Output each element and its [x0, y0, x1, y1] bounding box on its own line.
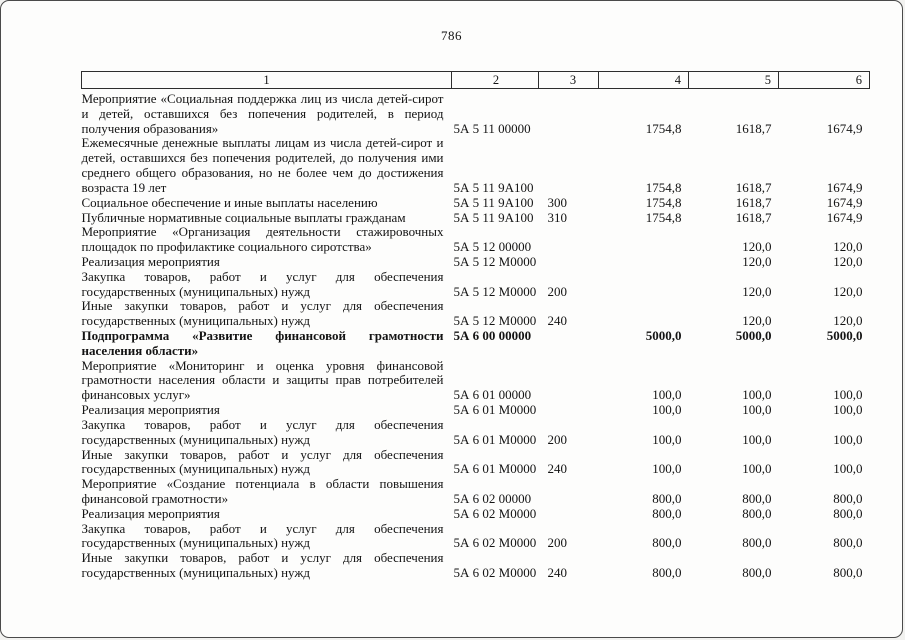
target-article-code: 5А 5 12 М0000 — [453, 283, 537, 299]
amount-col6: 1674,9 — [826, 209, 863, 225]
table-row — [82, 522, 870, 552]
row-title: Мероприятие «Создание потенциала в области повышения финансовой грамотности» — [81, 476, 444, 506]
expense-type-code: 200 — [547, 283, 567, 299]
amount-col6: 100,0 — [833, 431, 863, 447]
table-row — [82, 329, 870, 359]
amount-col5: 1618,7 — [735, 209, 772, 225]
budget-table — [81, 71, 870, 581]
amount-col4: 1754,8 — [645, 120, 682, 136]
amount-col6: 800,0 — [833, 565, 863, 580]
table-header — [82, 72, 870, 89]
amount-col6: 120,0 — [833, 283, 863, 299]
row-title: Мероприятие «Мониторинг и оценка уровня финансовой грамотности населения области и защиты прав потребителей финансовых услуг» — [81, 357, 444, 403]
expense-type-code — [539, 359, 599, 403]
expense-type-code: 310 — [547, 209, 567, 225]
amount-col6: 120,0 — [833, 239, 863, 255]
row-title: Иные закупки товаров, работ и услуг для обеспечения государственных (муниципальных) нужд — [81, 550, 444, 580]
amount-col5: 1618,7 — [735, 179, 772, 195]
row-title: Мероприятие «Организация деятельности стажировочных площадок по профилактике социального сиротства» — [81, 224, 444, 255]
amount-col4: 100,0 — [652, 387, 682, 403]
column-header-5: 5 — [689, 72, 779, 89]
table-row — [82, 225, 870, 255]
amount-col6: 1674,9 — [826, 120, 863, 136]
row-title: Реализация мероприятия — [81, 402, 220, 418]
table-row — [82, 136, 870, 195]
amount-col5: 100,0 — [742, 387, 772, 403]
amount-col4 — [599, 225, 689, 255]
expense-type-code — [539, 403, 599, 418]
expense-type-code — [539, 225, 599, 255]
column-header-1: 1 — [82, 72, 452, 89]
expense-type-code — [539, 89, 599, 137]
amount-col4: 5000,0 — [645, 328, 682, 343]
row-title: Закупка товаров, работ и услуг для обеспечения государственных (муниципальных) нужд — [81, 268, 444, 299]
expense-type-code: 240 — [547, 461, 567, 477]
target-article-code: 5А 6 01 М0000 — [453, 402, 537, 418]
amount-col4: 100,0 — [652, 402, 682, 418]
amount-col4: 800,0 — [652, 505, 682, 521]
table-row — [82, 477, 870, 507]
row-title: Ежемесячные денежные выплаты лицам из числа детей-сирот и детей, оставшихся без попечения родителей, до получения ими среднего общего образования, но не более чем до достижения возраста 19 лет — [81, 135, 444, 195]
amount-col4: 800,0 — [652, 490, 682, 506]
amount-col4 — [599, 299, 689, 329]
page-number: 786 — [441, 28, 462, 43]
row-title: Реализация мероприятия — [81, 253, 220, 269]
table-row — [82, 403, 870, 418]
expense-type-code: 200 — [547, 431, 567, 447]
expense-type-code — [539, 329, 599, 359]
column-header-2: 2 — [452, 72, 539, 89]
amount-col4 — [599, 270, 689, 300]
amount-col5: 120,0 — [742, 313, 772, 329]
amount-col6: 100,0 — [833, 461, 863, 477]
target-article-code: 5А 5 11 9А100 — [453, 194, 534, 210]
amount-col4 — [599, 255, 689, 270]
target-article-code: 5А 5 12 М0000 — [453, 313, 537, 329]
expense-type-code — [539, 477, 599, 507]
row-title: Социальное обеспечение и иные выплаты населению — [81, 194, 378, 210]
amount-col4: 1754,8 — [645, 194, 682, 210]
table-row — [82, 418, 870, 448]
amount-col4: 100,0 — [652, 461, 682, 477]
expense-type-code: 200 — [547, 535, 567, 551]
amount-col5: 100,0 — [742, 431, 772, 447]
target-article-code: 5А 5 12 М0000 — [453, 253, 537, 269]
row-title: Иные закупки товаров, работ и услуг для обеспечения государственных (муниципальных) нужд — [81, 446, 444, 477]
row-title: Подпрограмма «Развитие финансовой грамотности населения области» — [81, 328, 444, 358]
column-header-4: 4 — [599, 72, 689, 89]
amount-col5: 100,0 — [742, 402, 772, 418]
amount-col6: 800,0 — [833, 505, 863, 521]
amount-col4: 1754,8 — [645, 179, 682, 195]
target-article-code: 5А 6 01 М0000 — [453, 431, 537, 447]
amount-col6: 1674,9 — [826, 194, 863, 210]
expense-type-code — [539, 255, 599, 270]
table-row — [82, 270, 870, 300]
amount-col6: 800,0 — [833, 535, 863, 551]
row-title: Мероприятие «Социальная поддержка лиц из числа детей-сирот и детей, оставшихся без попечения родителей, в период получения образования» — [81, 91, 444, 136]
target-article-code: 5А 5 11 00000 — [453, 120, 531, 136]
expense-type-code: 300 — [547, 194, 567, 210]
row-title: Закупка товаров, работ и услуг для обеспечения государственных (муниципальных) нужд — [81, 416, 444, 447]
amount-col5: 800,0 — [742, 490, 772, 506]
amount-col6: 800,0 — [833, 490, 863, 506]
amount-col6: 1674,9 — [826, 179, 863, 195]
amount-col5: 120,0 — [742, 239, 772, 255]
amount-col6: 100,0 — [833, 402, 863, 418]
table-row — [82, 507, 870, 522]
amount-col6: 120,0 — [833, 313, 863, 329]
target-article-code: 5А 6 02 М0000 — [453, 535, 537, 551]
column-header-3: 3 — [539, 72, 599, 89]
target-article-code: 5А 6 02 М0000 — [453, 565, 537, 580]
table-row — [82, 255, 870, 270]
amount-col6: 100,0 — [833, 387, 863, 403]
column-header-6: 6 — [779, 72, 870, 89]
row-title: Реализация мероприятия — [81, 505, 220, 521]
amount-col4: 800,0 — [652, 535, 682, 551]
row-title: Закупка товаров, работ и услуг для обеспечения государственных (муниципальных) нужд — [81, 520, 444, 551]
amount-col4: 100,0 — [652, 431, 682, 447]
target-article-code: 5А 5 11 9А100 — [453, 179, 534, 195]
target-article-code: 5А 6 00 00000 — [453, 328, 532, 343]
table-row — [82, 448, 870, 478]
row-title: Публичные нормативные социальные выплаты гражданам — [81, 209, 406, 225]
table-body — [82, 89, 870, 581]
amount-col5: 1618,7 — [735, 194, 772, 210]
amount-col5: 5000,0 — [735, 328, 772, 343]
table-row — [82, 196, 870, 211]
table-row — [82, 551, 870, 581]
amount-col5: 120,0 — [742, 283, 772, 299]
expense-type-code: 240 — [547, 565, 567, 580]
amount-col6: 120,0 — [833, 253, 863, 269]
amount-col5: 800,0 — [742, 535, 772, 551]
target-article-code: 5А 6 02 00000 — [453, 490, 532, 506]
table-header-row — [82, 72, 870, 89]
row-title: Иные закупки товаров, работ и услуг для обеспечения государственных (муниципальных) нужд — [81, 298, 444, 329]
table-row — [82, 359, 870, 403]
table-row — [82, 299, 870, 329]
target-article-code: 5А 5 11 9А100 — [453, 209, 534, 225]
table-row — [82, 211, 870, 226]
amount-col5: 100,0 — [742, 461, 772, 477]
expense-type-code — [539, 507, 599, 522]
expense-type-code — [539, 136, 599, 195]
amount-col6: 5000,0 — [826, 328, 863, 343]
amount-col4: 800,0 — [652, 565, 682, 580]
target-article-code: 5А 6 01 М0000 — [453, 461, 537, 477]
amount-col5: 1618,7 — [735, 120, 772, 136]
target-article-code: 5А 6 02 М0000 — [453, 505, 537, 521]
amount-col5: 120,0 — [742, 253, 772, 269]
amount-col5: 800,0 — [742, 505, 772, 521]
amount-col4: 1754,8 — [645, 209, 682, 225]
target-article-code: 5А 6 01 00000 — [453, 387, 532, 403]
expense-type-code: 240 — [547, 313, 567, 329]
target-article-code: 5А 5 12 00000 — [453, 239, 532, 255]
amount-col5: 800,0 — [742, 565, 772, 580]
table-row — [82, 89, 870, 137]
